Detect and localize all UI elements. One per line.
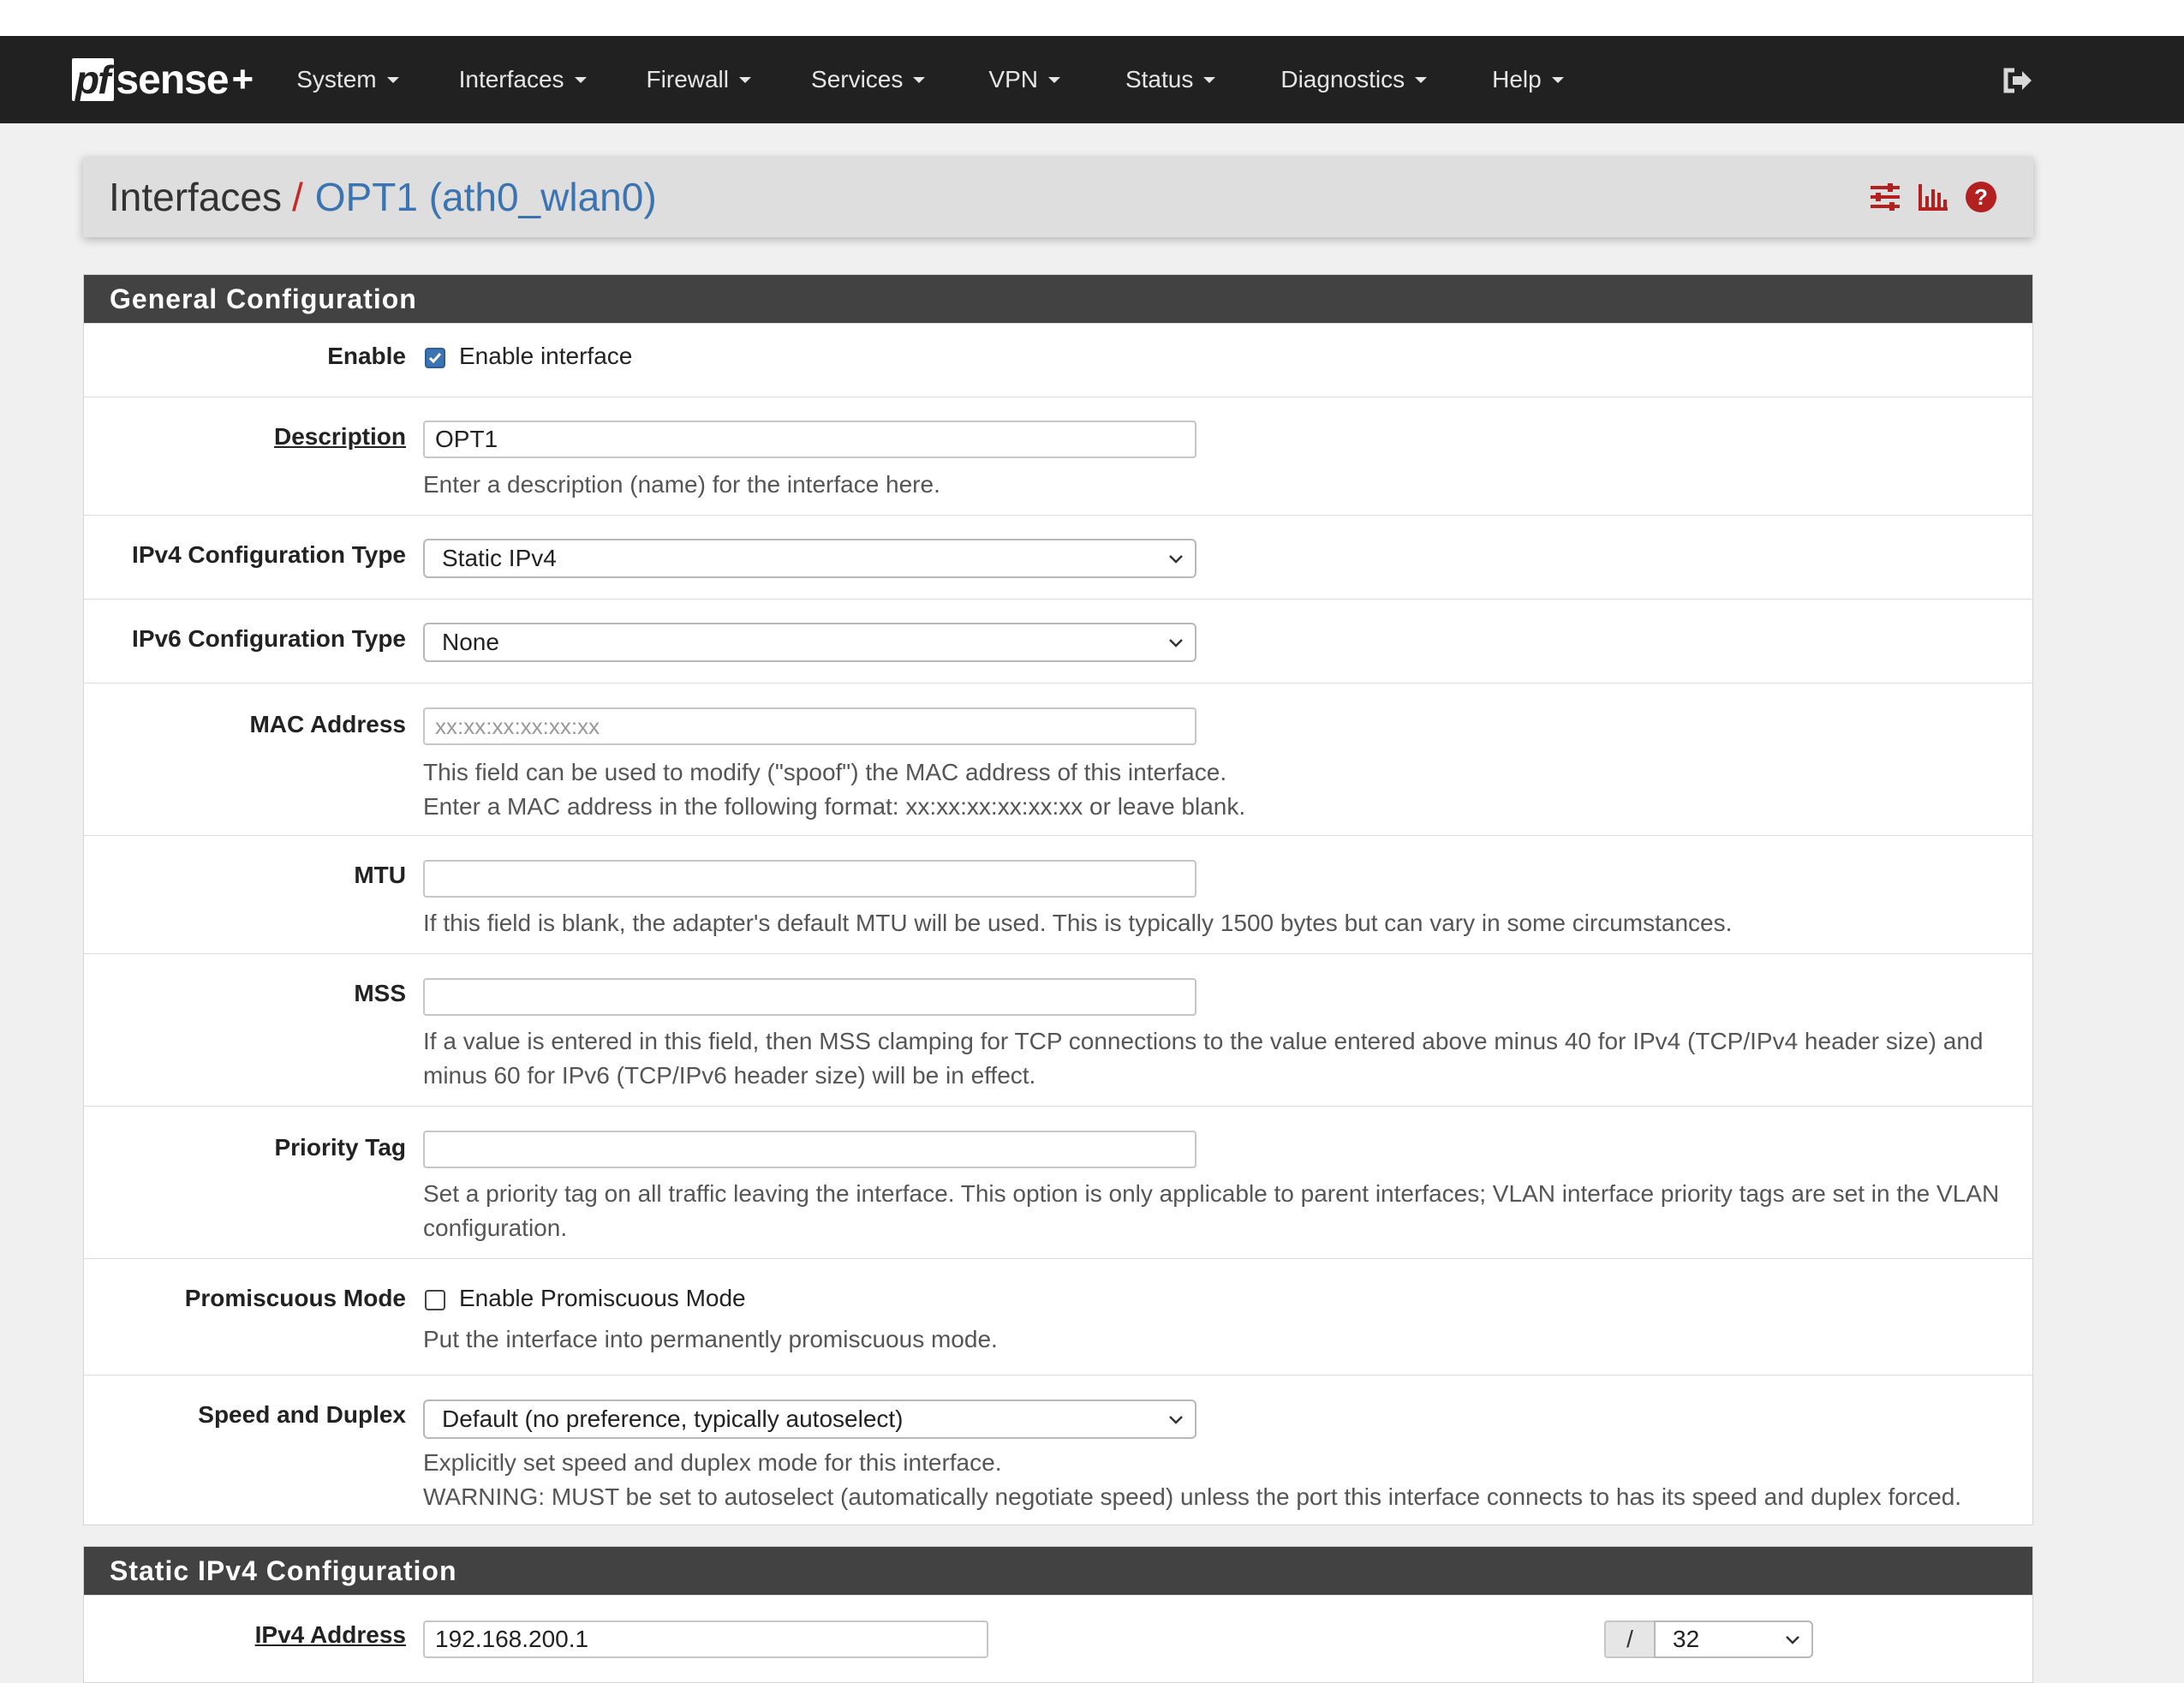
chevron-down-icon xyxy=(1166,1409,1186,1429)
menu-services-label: Services xyxy=(811,66,904,93)
checkmark-icon xyxy=(427,349,444,367)
caret-down-icon xyxy=(1415,77,1427,83)
row-enable xyxy=(84,323,2032,397)
navbar xyxy=(0,36,2184,123)
row-priority-tag xyxy=(84,1106,2032,1258)
promiscuous-checkbox-text: Enable Promiscuous Mode xyxy=(459,1285,746,1311)
ipv4-type-label: IPv4 Configuration Type xyxy=(132,541,406,568)
mac-address-help-2: Enter a MAC address in the following format: xx:xx:xx:xx:xx:xx or leave blank. xyxy=(423,793,1246,820)
ipv4-type-value: Static IPv4 xyxy=(442,545,557,571)
speed-duplex-label: Speed and Duplex xyxy=(198,1401,406,1428)
menu-system[interactable] xyxy=(296,66,398,93)
caret-down-icon xyxy=(1203,77,1215,83)
mtu-label: MTU xyxy=(354,862,406,888)
breadcrumb-root[interactable]: Interfaces xyxy=(109,175,282,219)
row-promiscuous xyxy=(84,1258,2032,1375)
ipv6-type-select[interactable] xyxy=(423,623,1196,662)
menu-firewall-label: Firewall xyxy=(646,66,730,93)
caret-down-icon xyxy=(575,77,587,83)
row-ipv4-address xyxy=(84,1595,2032,1679)
ipv6-type-label: IPv6 Configuration Type xyxy=(132,625,406,652)
cidr-slash-addon: / xyxy=(1604,1620,1654,1658)
priority-tag-help-1: Set a priority tag on all traffic leaving the interface. This option is only applicable to parent interfaces; VLAN interface priority tags are set in the VLAN xyxy=(423,1180,2000,1207)
promiscuous-checkbox[interactable] xyxy=(425,1290,445,1310)
promiscuous-label: Promiscuous Mode xyxy=(184,1285,406,1311)
cidr-value: 32 xyxy=(1673,1626,1700,1652)
chevron-down-icon xyxy=(1166,632,1186,653)
page-header xyxy=(83,157,2033,237)
enable-checkbox[interactable] xyxy=(425,348,445,368)
menu-vpn[interactable] xyxy=(988,66,1060,93)
header-icons xyxy=(1855,179,1999,215)
main-menu xyxy=(288,66,1563,93)
menu-status[interactable] xyxy=(1125,66,1215,93)
promiscuous-help: Put the interface into permanently promiscuous mode. xyxy=(423,1326,998,1352)
logo-wordmark: sense xyxy=(116,57,229,103)
speed-duplex-help-1: Explicitly set speed and duplex mode for this interface. xyxy=(423,1449,1002,1476)
mac-address-label: MAC Address xyxy=(249,711,406,737)
row-mtu xyxy=(84,835,2032,953)
caret-down-icon xyxy=(739,77,751,83)
ipv6-type-value: None xyxy=(442,629,499,655)
ipv4-address-input[interactable]: 192.168.200.1 xyxy=(423,1620,988,1658)
chevron-down-icon xyxy=(1166,548,1186,569)
description-help: Enter a description (name) for the interface here. xyxy=(423,471,940,498)
mac-address-input[interactable]: xx:xx:xx:xx:xx:xx xyxy=(423,707,1196,745)
menu-diagnostics-label: Diagnostics xyxy=(1280,66,1405,93)
row-speed-duplex xyxy=(84,1375,2032,1525)
enable-checkbox-text: Enable interface xyxy=(459,343,633,369)
row-mss xyxy=(84,953,2032,1106)
mss-help-2: minus 60 for IPv6 (TCP/IPv6 header size) will be in effect. xyxy=(423,1062,1036,1089)
caret-down-icon xyxy=(1048,77,1060,83)
menu-firewall[interactable] xyxy=(647,66,751,93)
mtu-help: If this field is blank, the adapter's default MTU will be used. This is typically 1500 bytes but can vary in some circumstances. xyxy=(423,910,1733,936)
sliders-icon[interactable] xyxy=(1867,179,1903,215)
panel-title: Static IPv4 Configuration xyxy=(84,1547,2032,1595)
ipv4-type-select[interactable] xyxy=(423,539,1196,578)
svg-text:?: ? xyxy=(1974,184,1988,210)
row-mac-address xyxy=(84,683,2032,835)
menu-status-label: Status xyxy=(1125,66,1194,93)
menu-help[interactable] xyxy=(1492,66,1564,93)
chevron-down-icon xyxy=(1782,1629,1803,1650)
general-configuration-panel xyxy=(83,274,2033,1525)
breadcrumb-separator: / xyxy=(292,175,303,219)
logo-plus: + xyxy=(231,58,254,100)
mss-input[interactable] xyxy=(423,978,1196,1016)
panel-title: General Configuration xyxy=(84,275,2032,323)
ipv4-address-label[interactable]: IPv4 Address xyxy=(254,1621,406,1648)
cidr-select[interactable] xyxy=(1654,1620,1813,1658)
menu-vpn-label: VPN xyxy=(988,66,1038,93)
speed-duplex-help-2: WARNING: MUST be set to autoselect (automatically negotiate speed) unless the port this interface connects to has its speed and duplex forced. xyxy=(423,1483,1962,1510)
menu-help-label: Help xyxy=(1492,66,1542,93)
caret-down-icon xyxy=(387,77,399,83)
enable-label: Enable xyxy=(327,343,406,369)
caret-down-icon xyxy=(1552,77,1564,83)
help-circle-icon[interactable] xyxy=(1963,179,1999,215)
row-ipv6-type xyxy=(84,599,2032,683)
priority-tag-label: Priority Tag xyxy=(274,1134,406,1161)
menu-services[interactable] xyxy=(811,66,925,93)
breadcrumb xyxy=(109,174,657,220)
menu-diagnostics[interactable] xyxy=(1280,66,1427,93)
logo-pf-mark: pf xyxy=(72,58,114,101)
bar-chart-icon[interactable] xyxy=(1915,179,1951,215)
top-strip xyxy=(0,0,2184,36)
menu-interfaces[interactable] xyxy=(459,66,587,93)
priority-tag-input[interactable] xyxy=(423,1131,1196,1168)
description-label[interactable]: Description xyxy=(273,423,406,450)
caret-down-icon xyxy=(913,77,925,83)
mac-address-help-1: This field can be used to modify ("spoof") the MAC address of this interface. xyxy=(423,759,1227,785)
pfsense-logo[interactable] xyxy=(72,54,254,105)
logout-icon[interactable] xyxy=(2001,63,2035,98)
mss-help-1: If a value is entered in this field, then MSS clamping for TCP connections to the value entered above minus 40 for IPv4 (TCP/IPv4 header size) and xyxy=(423,1028,1984,1054)
priority-tag-help-2: configuration. xyxy=(423,1215,568,1241)
description-input[interactable]: OPT1 xyxy=(423,421,1196,458)
menu-interfaces-label: Interfaces xyxy=(458,66,564,93)
mss-label: MSS xyxy=(354,980,406,1006)
row-description xyxy=(84,397,2032,515)
static-ipv4-panel xyxy=(83,1546,2033,1683)
breadcrumb-current[interactable]: OPT1 (ath0_wlan0) xyxy=(314,175,657,219)
speed-duplex-value: Default (no preference, typically autoselect) xyxy=(442,1405,904,1432)
speed-duplex-select[interactable] xyxy=(423,1400,1196,1439)
mtu-input[interactable] xyxy=(423,860,1196,898)
row-ipv4-type xyxy=(84,515,2032,599)
menu-system-label: System xyxy=(296,66,377,93)
